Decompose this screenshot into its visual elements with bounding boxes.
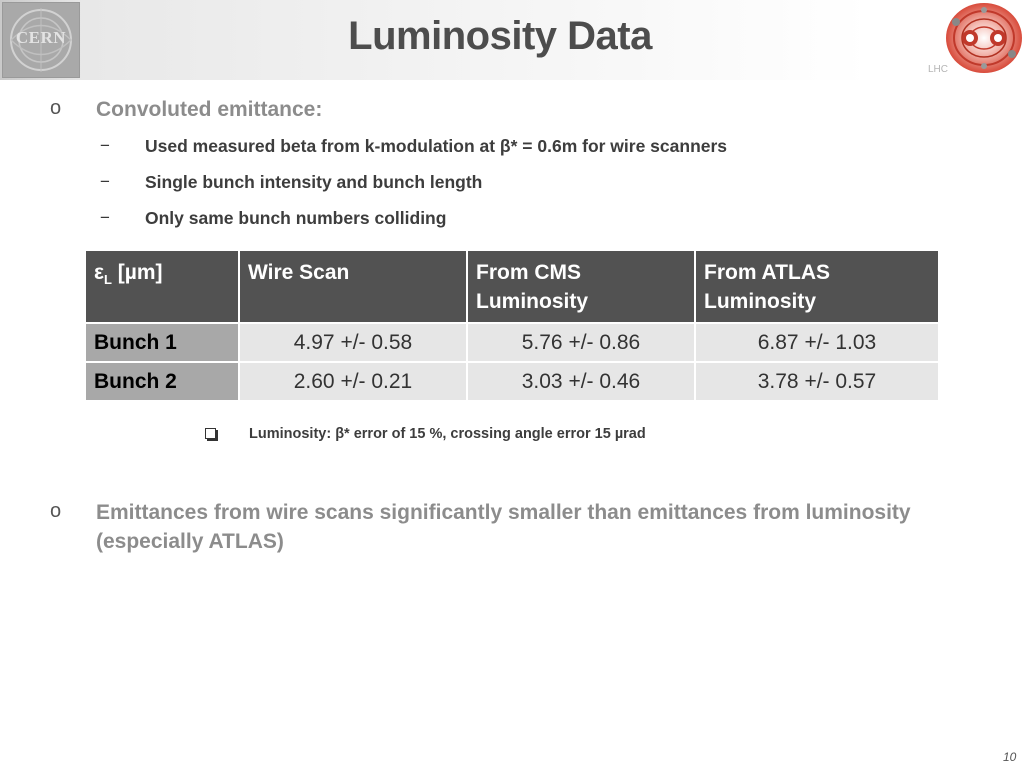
- table-cell: 3.03 +/- 0.46: [467, 362, 695, 401]
- sub-bullet-marker: −: [100, 208, 110, 227]
- lhc-logo-text: LHC: [928, 64, 949, 75]
- cern-logo-text: CERN: [15, 28, 67, 47]
- sub-bullet-marker: −: [100, 172, 110, 191]
- column-header-atlas: From ATLAS Luminosity: [695, 251, 938, 323]
- table-cell: 6.87 +/- 1.03: [695, 323, 938, 362]
- epsilon-subscript: L: [103, 272, 112, 288]
- table-cell: 2.60 +/- 0.21: [239, 362, 467, 401]
- sub-bullet-kmodulation: Used measured beta from k-modulation at β* = 0.6m for wire scanners: [145, 136, 728, 156]
- table-cell: 4.97 +/- 0.58: [239, 323, 467, 362]
- table-row: [86, 323, 938, 362]
- slide-title: Luminosity Data: [348, 14, 652, 58]
- table-corner-header: [86, 251, 239, 323]
- sub-bullet-marker: −: [100, 136, 110, 155]
- lhc-logo-graphic: [940, 0, 1024, 80]
- row-header-bunch-2: Bunch 2: [86, 362, 239, 401]
- column-header-cms: From CMS Luminosity: [467, 251, 695, 323]
- emittance-table: [86, 251, 938, 402]
- bullet-marker: o: [50, 97, 62, 119]
- table-cell: 5.76 +/- 0.86: [467, 323, 695, 362]
- row-header-bunch-1: Bunch 1: [86, 323, 239, 362]
- page-number: 10: [1003, 750, 1017, 764]
- unit-label: [µm]: [111, 261, 163, 284]
- bullet-marker: o: [50, 500, 62, 522]
- luminosity-error-note: Luminosity: β* error of 15 %, crossing angle error 15 µrad: [249, 426, 646, 442]
- column-header-wire-scan: Wire Scan: [239, 251, 467, 323]
- table-row: [86, 362, 938, 401]
- sub-bullet-bunch-intensity: Single bunch intensity and bunch length: [145, 172, 483, 192]
- sub-bullet-same-bunch: Only same bunch numbers colliding: [145, 208, 447, 228]
- epsilon-symbol: ε: [94, 261, 104, 284]
- table-cell: 3.78 +/- 0.57: [695, 362, 938, 401]
- bullet-convoluted-emittance: Convoluted emittance:: [96, 98, 323, 121]
- bullet-emittance-comparison: Emittances from wire scans significantly smaller than emittances from luminosity (especially ATLAS): [96, 501, 911, 553]
- checkbox-bullet-icon: [205, 428, 216, 439]
- table-header-row: [86, 251, 938, 323]
